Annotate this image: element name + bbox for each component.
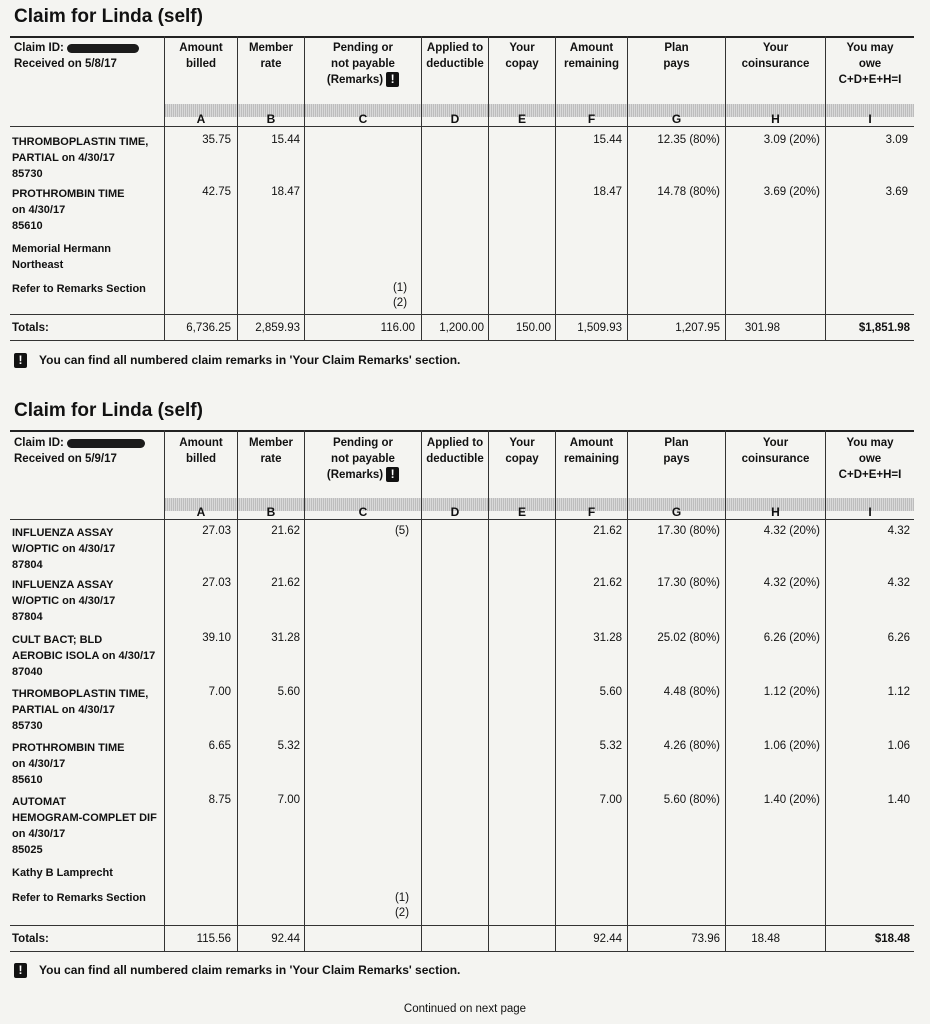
col-letter-b: B	[266, 112, 276, 126]
col-letter-a: A	[196, 505, 206, 519]
member-rate: 15.44	[271, 134, 300, 146]
you-owe: 6.26	[887, 632, 910, 644]
coinsurance: 4.32 (20%)	[763, 577, 820, 589]
column-rule	[421, 36, 422, 340]
plan-pays: 17.30 (80%)	[657, 577, 720, 589]
amount-billed: 7.00	[208, 686, 231, 698]
header-member-rate: Member rate	[248, 42, 294, 70]
claim-title: Claim for Linda (self)	[14, 400, 203, 421]
total-billed: 6,736.25	[186, 322, 231, 334]
remark-ref: (2)	[394, 907, 410, 919]
remark-ref: (2)	[392, 297, 408, 309]
col-letter-g: G	[671, 505, 682, 519]
divider	[10, 430, 914, 432]
claim-id	[14, 435, 64, 451]
coinsurance: 1.06 (20%)	[763, 740, 820, 752]
service-description: INFLUENZA ASSAY W/OPTIC on 4/30/17 87804	[12, 579, 116, 623]
header-applied-deductible: Applied to deductible	[426, 42, 484, 70]
divider	[10, 925, 914, 926]
you-owe: 4.32	[887, 577, 910, 589]
amount-remaining: 21.62	[593, 525, 622, 537]
coinsurance: 6.26 (20%)	[763, 632, 820, 644]
remarks-alert-icon: !	[14, 353, 27, 368]
divider	[10, 314, 914, 315]
total-coinsurance: 18.48	[751, 933, 780, 945]
header-copay: Your copay	[505, 42, 539, 70]
col-letter-f: F	[587, 112, 596, 126]
amount-billed: 6.65	[208, 740, 231, 752]
total-member-rate: 92.44	[271, 933, 300, 945]
provider-name: Kathy B Lamprecht	[12, 867, 113, 879]
plan-pays: 5.60 (80%)	[663, 794, 720, 806]
plan-pays: 12.35 (80%)	[657, 134, 720, 146]
remarks-alert-icon: !	[386, 467, 399, 482]
member-rate: 5.60	[277, 686, 300, 698]
pending-remark: (5)	[394, 525, 410, 537]
amount-remaining: 21.62	[593, 577, 622, 589]
column-rule	[725, 430, 726, 951]
redacted-claim-id	[67, 44, 139, 53]
total-remaining: 1,509.93	[577, 322, 622, 334]
column-rule	[304, 430, 305, 951]
column-rule	[237, 430, 238, 951]
divider	[10, 519, 914, 520]
total-deductible: 1,200.00	[439, 322, 484, 334]
amount-billed: 27.03	[202, 525, 231, 537]
coinsurance: 4.32 (20%)	[763, 525, 820, 537]
amount-billed: 35.75	[202, 134, 231, 146]
service-description: PROTHROMBIN TIME on 4/30/17 85610	[12, 188, 125, 232]
header-coinsurance: Your coinsurance	[741, 42, 810, 70]
you-owe: 1.06	[887, 740, 910, 752]
col-letter-d: D	[450, 112, 460, 126]
header-plan-pays: Plan pays	[663, 42, 690, 70]
header-amount-remaining: Amount remaining	[564, 42, 619, 70]
header-plan-pays: Plan pays	[663, 437, 690, 465]
redacted-claim-id	[67, 439, 145, 448]
col-letter-f: F	[587, 505, 596, 519]
column-rule	[555, 36, 556, 340]
member-rate: 18.47	[271, 186, 300, 198]
col-letter-h: H	[771, 112, 780, 126]
amount-remaining: 7.00	[599, 794, 622, 806]
column-rule	[627, 430, 628, 951]
remark-ref: (1)	[394, 892, 410, 904]
plan-pays: 4.26 (80%)	[663, 740, 720, 752]
total-you-owe: $1,851.98	[858, 322, 910, 334]
amount-billed: 39.10	[202, 632, 231, 644]
divider	[10, 36, 914, 38]
total-remaining: 92.44	[593, 933, 622, 945]
column-rule	[304, 36, 305, 340]
column-rule	[237, 36, 238, 340]
column-rule	[825, 430, 826, 951]
amount-remaining: 15.44	[593, 134, 622, 146]
received-date: Received on 5/9/17	[14, 453, 117, 465]
header-coinsurance: Your coinsurance	[741, 437, 810, 465]
plan-pays: 25.02 (80%)	[657, 632, 720, 644]
plan-pays: 4.48 (80%)	[663, 686, 720, 698]
amount-remaining: 5.60	[599, 686, 622, 698]
column-rule	[488, 430, 489, 951]
member-rate: 21.62	[271, 577, 300, 589]
header-copay: Your copay	[505, 437, 539, 465]
total-pending: 116.00	[380, 322, 415, 334]
column-rule	[488, 36, 489, 340]
totals-label: Totals:	[12, 933, 49, 945]
service-description: PROTHROMBIN TIME on 4/30/17 85610	[12, 742, 125, 786]
remarks-alert-icon: !	[386, 72, 399, 87]
service-description: CULT BACT; BLD AEROBIC ISOLA on 4/30/17 87040	[12, 634, 156, 678]
col-letter-i: I	[868, 505, 872, 519]
remarks-note: ! You can find all numbered claim remarks in 'Your Claim Remarks' section.	[14, 353, 460, 368]
you-owe: 3.69	[885, 186, 908, 198]
divider	[10, 126, 914, 127]
you-owe: 4.32	[887, 525, 910, 537]
header-you-owe: You may owe C+D+E+H=I	[838, 42, 902, 86]
header-amount-remaining: Amount remaining	[564, 437, 619, 465]
service-description: THROMBOPLASTIN TIME, PARTIAL on 4/30/17 85730	[12, 136, 149, 180]
header-member-rate: Member rate	[248, 437, 294, 465]
col-letter-h: H	[771, 505, 780, 519]
divider	[10, 340, 914, 341]
header-you-owe: You may owe C+D+E+H=I	[838, 437, 902, 481]
amount-remaining: 31.28	[593, 632, 622, 644]
remarks-alert-icon: !	[14, 963, 27, 978]
claim-id	[14, 40, 64, 56]
col-letter-g: G	[671, 112, 682, 126]
total-member-rate: 2,859.93	[255, 322, 300, 334]
refer-remarks: Refer to Remarks Section	[12, 283, 146, 295]
total-plan-pays: 1,207.95	[675, 322, 720, 334]
total-you-owe: $18.48	[874, 933, 910, 945]
column-rule	[421, 430, 422, 951]
remarks-note: ! You can find all numbered claim remarks in 'Your Claim Remarks' section.	[14, 963, 460, 978]
received-date: Received on 5/8/17	[14, 58, 117, 70]
header-pending: Pending or not payable (Remarks) !	[305, 435, 421, 483]
column-rule	[164, 430, 165, 951]
header-pending: Pending or not payable (Remarks) !	[305, 40, 421, 88]
col-letter-c: C	[358, 505, 368, 519]
totals-label: Totals:	[12, 322, 49, 334]
claim-id-label: Claim ID:	[14, 437, 64, 449]
col-letter-c: C	[358, 112, 368, 126]
plan-pays: 17.30 (80%)	[657, 525, 720, 537]
claim-id-label: Claim ID:	[14, 42, 64, 54]
service-description: THROMBOPLASTIN TIME, PARTIAL on 4/30/17 85730	[12, 688, 149, 732]
member-rate: 21.62	[271, 525, 300, 537]
member-rate: 31.28	[271, 632, 300, 644]
claim-title: Claim for Linda (self)	[14, 6, 203, 27]
header-amount-billed: Amount billed	[179, 437, 223, 465]
amount-billed: 8.75	[208, 794, 231, 806]
provider-name: Memorial Hermann Northeast	[12, 243, 112, 271]
amount-remaining: 5.32	[599, 740, 622, 752]
member-rate: 5.32	[277, 740, 300, 752]
plan-pays: 14.78 (80%)	[657, 186, 720, 198]
total-plan-pays: 73.96	[691, 933, 720, 945]
amount-billed: 42.75	[202, 186, 231, 198]
coinsurance: 3.69 (20%)	[763, 186, 820, 198]
header-applied-deductible: Applied to deductible	[426, 437, 484, 465]
amount-remaining: 18.47	[593, 186, 622, 198]
coinsurance: 1.40 (20%)	[763, 794, 820, 806]
amount-billed: 27.03	[202, 577, 231, 589]
continued-footer: Continued on next page	[403, 1003, 527, 1015]
col-letter-a: A	[196, 112, 206, 126]
column-rule	[164, 36, 165, 340]
coinsurance: 3.09 (20%)	[763, 134, 820, 146]
col-letter-e: E	[517, 505, 526, 519]
column-rule	[555, 430, 556, 951]
refer-remarks: Refer to Remarks Section	[12, 892, 146, 904]
member-rate: 7.00	[277, 794, 300, 806]
col-letter-b: B	[266, 505, 276, 519]
total-billed: 115.56	[196, 933, 231, 945]
column-rule	[825, 36, 826, 340]
you-owe: 3.09	[885, 134, 908, 146]
col-letter-e: E	[517, 112, 526, 126]
divider	[10, 951, 914, 952]
remark-ref: (1)	[392, 282, 408, 294]
column-rule	[725, 36, 726, 340]
header-amount-billed: Amount billed	[179, 42, 223, 70]
col-letter-d: D	[450, 505, 460, 519]
service-description: INFLUENZA ASSAY W/OPTIC on 4/30/17 87804	[12, 527, 116, 571]
total-copay: 150.00	[515, 322, 551, 334]
you-owe: 1.40	[887, 794, 910, 806]
column-rule	[627, 36, 628, 340]
service-description: AUTOMAT HEMOGRAM-COMPLET DIF on 4/30/17 85025	[12, 796, 157, 856]
col-letter-i: I	[868, 112, 872, 126]
you-owe: 1.12	[887, 686, 910, 698]
coinsurance: 1.12 (20%)	[763, 686, 820, 698]
total-coinsurance: 301.98	[744, 322, 780, 334]
